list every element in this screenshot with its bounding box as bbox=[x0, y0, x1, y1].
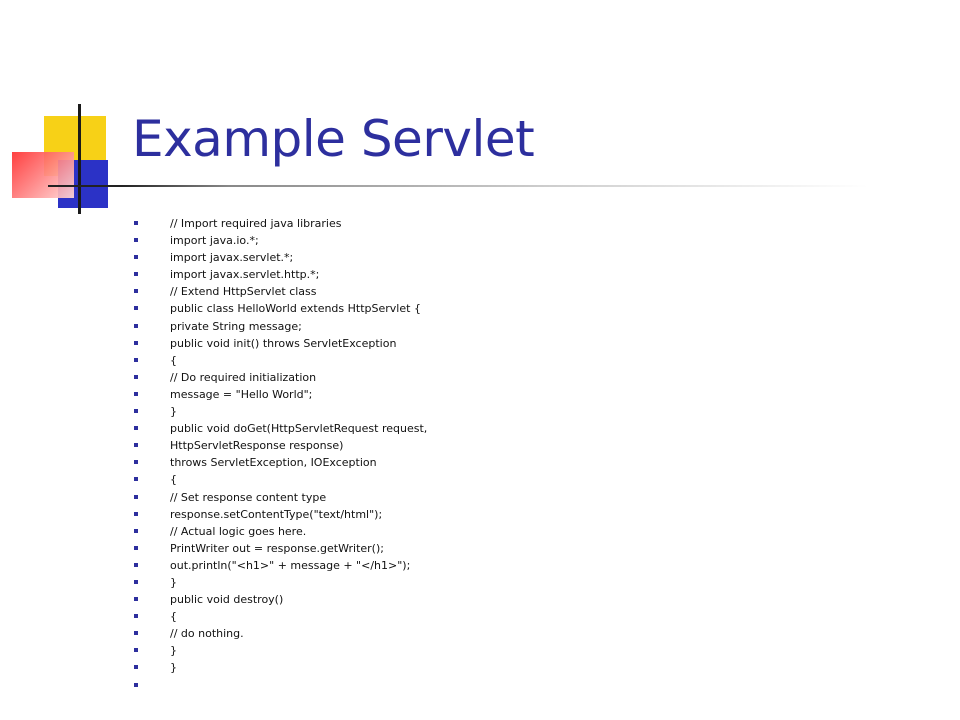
bullet-icon bbox=[134, 631, 138, 635]
code-line-text: public void doGet(HttpServletRequest request, bbox=[170, 422, 428, 436]
code-line bbox=[132, 523, 427, 540]
bullet-icon bbox=[134, 546, 138, 550]
code-line-text: // Import required java libraries bbox=[170, 217, 342, 230]
code-line-text: { bbox=[170, 610, 177, 624]
code-line-text: private String message; bbox=[170, 319, 302, 333]
code-line bbox=[132, 369, 427, 386]
code-line bbox=[132, 489, 427, 506]
code-line bbox=[132, 659, 427, 676]
bullet-icon bbox=[134, 289, 138, 293]
decor-red-square bbox=[12, 152, 74, 198]
bullet-icon bbox=[134, 238, 138, 242]
code-line bbox=[132, 557, 427, 574]
code-line bbox=[132, 266, 427, 283]
code-line bbox=[132, 318, 427, 335]
bullet-icon bbox=[134, 358, 138, 362]
bullet-icon bbox=[134, 392, 138, 396]
bullet-icon bbox=[134, 409, 138, 413]
code-line-text: // do nothing. bbox=[170, 627, 244, 641]
code-line-text: throws ServletException, IOException bbox=[170, 456, 377, 470]
code-line-text: { bbox=[170, 353, 177, 367]
bullet-icon bbox=[134, 255, 138, 259]
code-bullet-list bbox=[132, 215, 427, 694]
bullet-icon bbox=[134, 597, 138, 601]
code-line-text: HttpServletResponse response) bbox=[170, 439, 344, 453]
code-line bbox=[132, 574, 427, 591]
code-line bbox=[132, 540, 427, 557]
bullet-icon bbox=[134, 272, 138, 276]
bullet-icon bbox=[134, 580, 138, 584]
title-underline bbox=[48, 185, 868, 187]
bullet-icon bbox=[134, 375, 138, 379]
code-line-text: public class HelloWorld extends HttpServlet { bbox=[170, 302, 421, 316]
code-line bbox=[132, 249, 427, 266]
code-line-text: // Set response content type bbox=[170, 490, 327, 504]
bullet-icon bbox=[134, 477, 138, 481]
code-line-text: import javax.servlet.http.*; bbox=[170, 268, 320, 282]
code-line bbox=[132, 591, 427, 608]
code-line bbox=[132, 352, 427, 369]
code-line-text: import java.io.*; bbox=[170, 234, 259, 248]
code-line-text: { bbox=[170, 473, 177, 487]
code-line bbox=[132, 625, 427, 642]
bullet-icon bbox=[134, 529, 138, 533]
code-line-text: // Do required initialization bbox=[170, 370, 317, 384]
bullet-icon bbox=[134, 460, 138, 464]
code-line-text: public void destroy() bbox=[170, 593, 284, 607]
code-line bbox=[132, 471, 427, 488]
code-line bbox=[132, 420, 427, 437]
code-line-text: } bbox=[170, 405, 177, 419]
code-line bbox=[132, 506, 427, 523]
slide-title: Example Servlet bbox=[132, 110, 535, 168]
code-line-text: import javax.servlet.*; bbox=[170, 251, 294, 265]
code-line-text: PrintWriter out = response.getWriter(); bbox=[170, 541, 384, 555]
bullet-icon bbox=[134, 426, 138, 430]
code-line bbox=[132, 454, 427, 471]
code-line bbox=[132, 403, 427, 420]
decor-vertical-line bbox=[78, 104, 81, 214]
code-line-text: } bbox=[170, 644, 177, 658]
bullet-icon bbox=[134, 443, 138, 447]
bullet-icon bbox=[134, 306, 138, 310]
code-line-text: message = "Hello World"; bbox=[170, 387, 313, 401]
code-line bbox=[132, 300, 427, 317]
code-line-text: public void init() throws ServletException bbox=[170, 336, 397, 350]
code-line-text: // Extend HttpServlet class bbox=[170, 285, 317, 299]
bullet-icon bbox=[134, 495, 138, 499]
bullet-icon bbox=[134, 512, 138, 516]
code-line-text: out.println("<h1>" + message + "</h1>"); bbox=[170, 558, 411, 572]
code-line bbox=[132, 642, 427, 659]
code-line-text: // Actual logic goes here. bbox=[170, 524, 307, 538]
code-line-text: response.setContentType("text/html"); bbox=[170, 507, 383, 521]
code-line bbox=[132, 608, 427, 625]
bullet-icon bbox=[134, 648, 138, 652]
code-line-text: } bbox=[170, 575, 177, 589]
code-line bbox=[132, 677, 427, 694]
code-line bbox=[132, 215, 427, 232]
code-line bbox=[132, 437, 427, 454]
bullet-icon bbox=[134, 221, 138, 225]
code-line-text: } bbox=[170, 661, 177, 675]
code-line bbox=[132, 386, 427, 403]
code-line bbox=[132, 232, 427, 249]
bullet-icon bbox=[134, 563, 138, 567]
bullet-icon bbox=[134, 683, 138, 687]
bullet-icon bbox=[134, 341, 138, 345]
code-line bbox=[132, 283, 427, 300]
bullet-icon bbox=[134, 614, 138, 618]
code-line bbox=[132, 335, 427, 352]
bullet-icon bbox=[134, 324, 138, 328]
bullet-icon bbox=[134, 665, 138, 669]
